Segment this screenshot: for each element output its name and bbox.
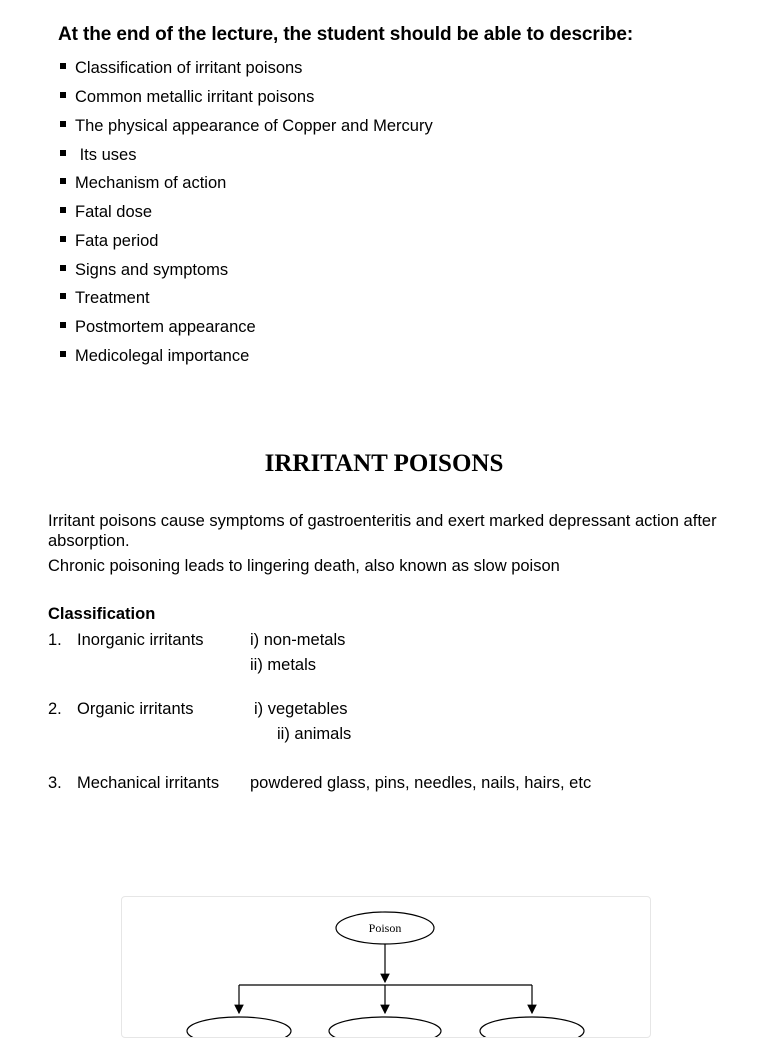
list-item	[58, 255, 433, 284]
page-title: IRRITANT POISONS	[264, 450, 504, 477]
square-bullet-icon	[60, 293, 66, 299]
classification-number: 2.	[48, 700, 62, 718]
list-item	[58, 169, 433, 198]
objective-text: The physical appearance of Copper and Mercury	[75, 116, 433, 135]
list-item	[58, 198, 433, 227]
classification-sub: i) non-metals	[250, 631, 346, 649]
objectives-heading: At the end of the lecture, the student should be able to describe:	[58, 24, 634, 45]
classification-sub: ii) metals	[250, 656, 317, 674]
objective-text: Common metallic irritant poisons	[75, 88, 315, 107]
middle-child-node	[329, 1017, 441, 1037]
classification-heading: Classification	[48, 605, 156, 623]
classification-sub: i) vegetables	[254, 700, 348, 718]
list-item	[58, 54, 433, 83]
classification-sub: ii) animals	[277, 725, 352, 743]
objective-text: Postmortem appearance	[75, 318, 256, 337]
right-child-node	[480, 1017, 584, 1037]
objective-text: Signs and symptoms	[75, 260, 229, 279]
list-item	[58, 112, 433, 141]
poison-classification-diagram	[121, 896, 651, 1038]
objective-text: Medicolegal importance	[75, 346, 250, 365]
square-bullet-icon	[60, 150, 66, 156]
classification-label: Mechanical irritants	[77, 774, 220, 792]
intro-paragraph: Irritant poisons cause symptoms of gastroenteritis and exert marked depressant action after absorption.	[48, 512, 717, 550]
square-bullet-icon	[60, 322, 66, 328]
square-bullet-icon	[60, 63, 66, 69]
square-bullet-icon	[60, 265, 66, 271]
objective-text: Treatment	[75, 289, 150, 308]
square-bullet-icon	[60, 236, 66, 242]
classification-number: 3.	[48, 774, 62, 792]
list-item	[58, 83, 433, 112]
list-item	[58, 313, 433, 342]
classification-number: 1.	[48, 631, 62, 649]
objective-text: Mechanism of action	[75, 174, 227, 193]
poison-node-label: Poison	[368, 921, 402, 935]
list-item	[58, 342, 433, 371]
objective-text: Fatal dose	[75, 203, 153, 222]
square-bullet-icon	[60, 351, 66, 357]
square-bullet-icon	[60, 207, 66, 213]
list-item	[58, 227, 433, 256]
objective-text: Classification of irritant poisons	[75, 59, 303, 78]
objectives-list	[58, 54, 433, 370]
list-item	[58, 284, 433, 313]
chronic-paragraph: Chronic poisoning leads to lingering death, also known as slow poison	[48, 557, 560, 575]
objective-text: Fata period	[75, 231, 159, 250]
square-bullet-icon	[60, 121, 66, 127]
diagram-svg	[122, 897, 650, 1037]
objective-text: Its uses	[75, 145, 137, 164]
classification-label: Inorganic irritants	[77, 631, 204, 649]
classification-label: Organic irritants	[77, 700, 194, 718]
square-bullet-icon	[60, 178, 66, 184]
left-child-node	[187, 1017, 291, 1037]
list-item	[58, 140, 433, 169]
square-bullet-icon	[60, 92, 66, 98]
classification-sub: powdered glass, pins, needles, nails, hairs, etc	[250, 774, 592, 792]
